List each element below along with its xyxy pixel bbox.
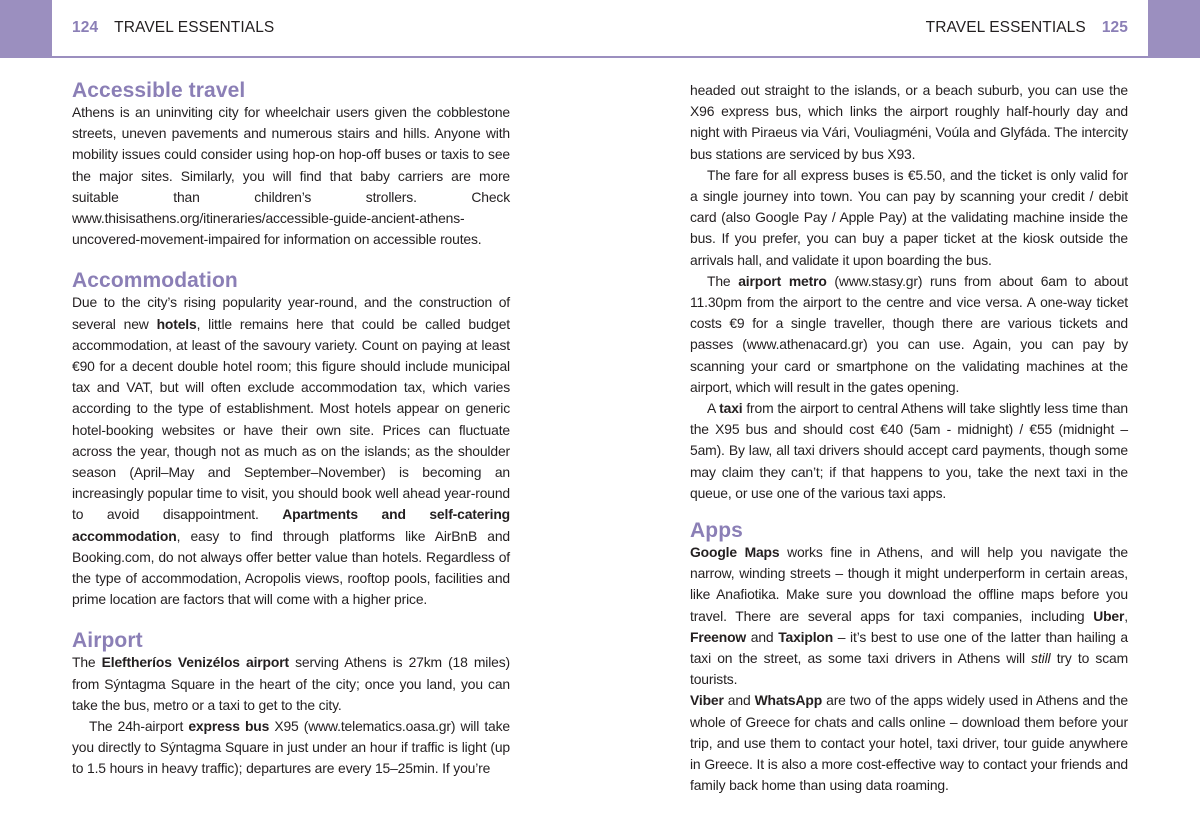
apps-paragraph-2: Viber and WhatsApp are two of the apps widely used in Athens and the whole of Greece for chats and calls online – download them before your trip, and use them to contact your hotel, taxi driver, tour guide anywhere in Greece. It is also a more cost-effective way to contact your friends and family back home than using data roaming. xyxy=(690,692,1128,794)
right-running-title: TRAVEL ESSENTIALS xyxy=(925,19,1086,36)
apartments-term: Apartments and self-catering accommodation xyxy=(72,506,510,544)
accessible-travel-paragraph: Athens is an uninviting city for wheelchair users given the cobblestone streets, uneven pavements and numerous stairs and hills. Anyone with mobility issues could consider using hop-on hop-off buses or taxis to see the major sites. Similarly, you will find that baby carriers are more suitable than children’s strollers. Check www.thisisathens.org/itineraries/accessible-guide-ancient-athens-uncovered-movement-impaired for information on accessible routes. xyxy=(72,104,510,248)
whatsapp-term: WhatsApp xyxy=(754,692,823,709)
hotels-term: hotels xyxy=(156,315,197,332)
right-page-header xyxy=(600,0,1148,58)
left-page-number: 124 xyxy=(72,19,99,36)
freenow-term: Freenow xyxy=(690,628,747,645)
airport-paragraph-4: The fare for all express buses is €5.50, and the ticket is only valid for a single journey into town. You can pay by scanning your credit / debit card (also Google Pay / Apple Pay) at the validating machine inside the bus. If you prefer, you can buy a paper ticket at the kiosk outside the arrivals hall, and validate it upon boarding the bus. xyxy=(690,166,1128,268)
airport-paragraph-3: headed out straight to the islands, or a beach suburb, you can use the X96 express bus, which links the airport roughly half-hourly day and night with Piraeus via Vári, Vouliagméni, Voúla and Glyfáda. The intercity bus stations are serviced by bus X93. xyxy=(690,82,1128,162)
uber-term: Uber xyxy=(1093,607,1125,624)
left-page-header xyxy=(52,0,600,58)
apps-heading: Apps xyxy=(690,519,743,543)
apps-paragraph-1: Google Maps works fine in Athens, and will help you navigate the narrow, winding streets – though it might underperform in certain areas, like Anafiotika. Make sure you download the offline maps before you travel. There are several apps for taxi companies, including Uber, Freenow and Taxiplon – it’s best to use one of the latter than hailing a taxi on the street, as some taxi drivers in Athens will still try to scam tourists. xyxy=(690,544,1129,688)
left-column xyxy=(72,80,510,780)
accessible-travel-heading: Accessible travel xyxy=(72,79,246,102)
left-running-title: TRAVEL ESSENTIALS xyxy=(114,19,275,36)
left-page-tab xyxy=(0,0,52,58)
airport-paragraph-2: The 24h-airport express bus X95 (www.telematics.oasa.gr) will take you directly to Sýntagma Square in just under an hour if traffic is light (up to 1.5 hours in heavy traffic); departures are every 15–25min. If you’re xyxy=(72,718,510,777)
express-bus-term: express bus xyxy=(188,718,270,735)
airport-name-term: Eleftheríos Venizélos airport xyxy=(101,654,289,671)
right-column xyxy=(690,80,1128,797)
airport-metro-term: airport metro xyxy=(738,272,827,289)
google-maps-term: Google Maps xyxy=(690,544,780,561)
airport-paragraph-5: The airport metro (www.stasy.gr) runs from about 6am to about 11.30pm from the airport to the centre and vice versa. A one-way ticket costs €9 for a single traveller, though there are various tickets and passes (www.athenacard.gr) you can use. Again, you can pay by scanning your card or smartphone on the validating machines at the airport, which will result in the gates opening. xyxy=(690,272,1128,395)
taxi-term: taxi xyxy=(719,400,743,417)
accommodation-heading: Accommodation xyxy=(72,269,238,293)
airport-heading: Airport xyxy=(72,629,143,653)
accommodation-paragraph: Due to the city’s rising popularity year-round, and the construction of several new hotels, little remains here that could be called budget accommodation, at least of the savoury variety. Count on paying at least €90 for a decent double hotel room; this figure should include municipal tax and VAT, but will often exclude accommodation tax, which varies according to the type of establishment. Most hotels appear on generic hotel-booking websites or have their own site. Prices can fluctuate across the year, though not as much as on the islands; as the shoulder season (April–May and September–November) is becoming an increasingly popular time to visit, you should book well ahead year-round to avoid disappointment. Apartments and self-catering accommodation, easy to find through platforms like AirBnB and Booking.com, do not always offer better value than hotels. Regardless of the type of accommodation, Acropolis views, rooftop pools, facilities and prime location are factors that will come with a higher price. xyxy=(72,294,510,608)
right-page-tab xyxy=(1148,0,1200,58)
still-emphasis: still xyxy=(1031,650,1051,667)
airport-paragraph-1: The Eleftheríos Venizélos airport serving Athens is 27km (18 miles) from Sýntagma Square in the heart of the city; once you land, you can take the bus, metro or a taxi to get to the city. xyxy=(72,654,510,713)
airport-paragraph-6: A taxi from the airport to central Athens will take slightly less time than the X95 bus and should cost €40 (5am - midnight) / €55 (midnight – 5am). By law, all taxi drivers should accept card payments, though some may claim they can’t; if that happens to you, take the next taxi in the queue, or use one of the various taxi apps. xyxy=(690,400,1128,501)
right-page-number: 125 xyxy=(1101,19,1128,36)
viber-term: Viber xyxy=(690,692,724,709)
taxiplon-term: Taxiplon xyxy=(778,628,834,645)
